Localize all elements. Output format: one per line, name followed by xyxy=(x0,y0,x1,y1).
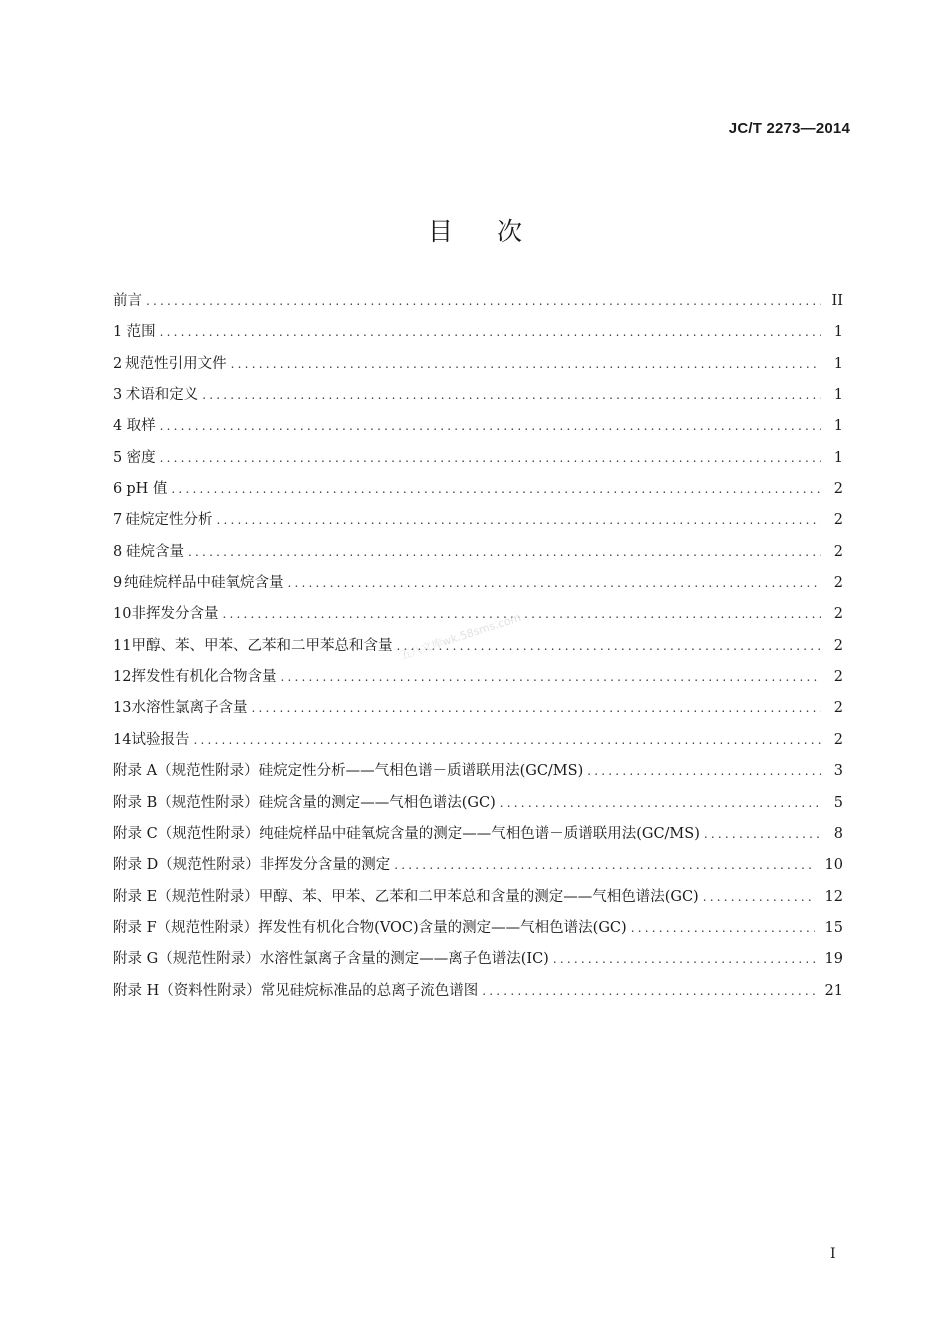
toc-entry-label: 硅烷定性分析 xyxy=(125,512,213,529)
toc-entry-page: 10 xyxy=(824,857,843,874)
toc-entry-clause[interactable] xyxy=(113,477,843,508)
toc-entry-label: 范围 xyxy=(126,324,156,341)
page-title xyxy=(0,212,950,248)
toc-entry-page: 2 xyxy=(833,731,843,748)
toc-entry-label: 硅烷含量的测定——气相色谱法(GC) xyxy=(258,794,496,811)
annex-type: （规范性附录） xyxy=(158,951,260,968)
toc-entry-label: 水溶性氯离子含量 xyxy=(131,700,248,717)
toc-entry-label: 前言 xyxy=(113,293,142,309)
annex-type: （规范性附录） xyxy=(156,919,259,936)
toc-entry-page: 2 xyxy=(833,700,843,717)
toc-entry-page: 3 xyxy=(833,763,843,780)
annex-type: （规范性附录） xyxy=(157,763,259,780)
watermark: 五八文库wk.58sms.com xyxy=(398,610,523,663)
toc-entry-clause[interactable] xyxy=(113,540,843,571)
toc-entry-clause[interactable] xyxy=(113,446,843,477)
toc-entry-page: 2 xyxy=(833,543,843,560)
toc-entry-label: 硅烷定性分析——气相色谱－质谱联用法(GC/MS) xyxy=(258,763,584,780)
leader-dots xyxy=(631,921,815,935)
toc-entry-label: 规范性引用文件 xyxy=(125,355,227,372)
annex-type: （规范性附录） xyxy=(158,857,260,874)
toc-entry-label: 甲醇、苯、甲苯、乙苯和二甲苯总和含量 xyxy=(131,637,393,654)
toc-entry-page: 1 xyxy=(833,418,843,435)
toc-entry-page: 19 xyxy=(824,951,843,968)
toc-entry-page: 1 xyxy=(833,355,843,372)
title-char-2: 次 xyxy=(497,217,523,246)
leader-dots xyxy=(704,827,821,841)
toc-entry-label: 非挥发分含量 xyxy=(131,606,219,623)
toc-entry-label: 术语和定义 xyxy=(125,387,199,404)
toc-entry-annex[interactable] xyxy=(113,853,843,884)
leader-dots xyxy=(216,513,821,527)
annex-type: （规范性附录） xyxy=(157,888,259,905)
toc-entry-label: 挥发性有机化合物含量 xyxy=(131,669,277,686)
leader-dots xyxy=(287,576,821,590)
toc-entry-page: 1 xyxy=(833,324,843,341)
standard-number: JC/T 2273—2014 xyxy=(728,120,850,137)
toc-entry-annex[interactable] xyxy=(113,759,843,790)
toc-entry-page: 2 xyxy=(833,606,843,623)
toc-entry-label: 纯硅烷样品中硅氧烷含量 xyxy=(123,575,284,592)
toc-entry-number: 1 xyxy=(113,324,123,341)
toc-entry-number: 5 xyxy=(113,449,123,466)
annex-id: 附录 F xyxy=(113,919,157,936)
toc-entry-page: 8 xyxy=(833,825,843,842)
annex-id: 附录 D xyxy=(113,857,159,874)
toc-entry-number: 2 xyxy=(113,355,123,372)
leader-dots xyxy=(553,952,815,966)
leader-dots xyxy=(146,294,821,308)
annex-id: 附录 H xyxy=(113,982,160,999)
leader-dots xyxy=(280,670,821,684)
toc-entry-clause[interactable] xyxy=(113,665,843,696)
leader-dots xyxy=(222,607,821,621)
annex-type: （规范性附录） xyxy=(157,794,259,811)
toc-entry-page: 2 xyxy=(833,512,843,529)
toc-entry-clause[interactable] xyxy=(113,571,843,602)
leader-dots xyxy=(231,357,821,371)
toc-entry-number: 13 xyxy=(113,700,132,717)
leader-dots xyxy=(482,984,814,998)
toc-entry-number: 4 xyxy=(113,418,123,435)
toc-entry-page: 2 xyxy=(833,669,843,686)
toc-entry-annex[interactable] xyxy=(113,791,843,822)
annex-id: 附录 E xyxy=(113,888,158,905)
toc-entry-foreword[interactable] xyxy=(113,289,843,320)
toc-entry-label: 硅烷含量 xyxy=(126,543,185,560)
toc-entry-page: 2 xyxy=(833,575,843,592)
toc-entry-label: 水溶性氯离子含量的测定——离子色谱法(IC) xyxy=(259,951,549,968)
annex-id: 附录 A xyxy=(113,763,158,780)
title-char-1: 目 xyxy=(427,217,453,246)
toc-entry-annex[interactable] xyxy=(113,979,843,1010)
toc-entry-clause[interactable] xyxy=(113,320,843,351)
leader-dots xyxy=(500,796,821,810)
page-folio: I xyxy=(830,1246,836,1262)
toc-entry-page: 5 xyxy=(833,794,843,811)
toc-entry-page: 21 xyxy=(824,982,843,999)
toc-entry-page: 2 xyxy=(833,637,843,654)
leader-dots xyxy=(703,890,815,904)
toc-entry-annex[interactable] xyxy=(113,916,843,947)
toc-entry-clause[interactable] xyxy=(113,508,843,539)
table-of-contents xyxy=(113,289,843,1010)
leader-dots xyxy=(160,325,821,339)
toc-entry-label: 纯硅烷样品中硅氧烷含量的测定——气相色谱－质谱联用法(GC/MS) xyxy=(259,825,700,842)
toc-entry-annex[interactable] xyxy=(113,822,843,853)
toc-entry-clause[interactable] xyxy=(113,414,843,445)
toc-entry-label: 常见硅烷标准品的总离子流色谱图 xyxy=(260,982,479,999)
toc-entry-page: 15 xyxy=(824,919,843,936)
toc-entry-clause[interactable] xyxy=(113,352,843,383)
annex-type: （资料性附录） xyxy=(159,982,261,999)
toc-entry-number: 8 xyxy=(113,543,123,560)
toc-entry-page: 1 xyxy=(833,449,843,466)
toc-entry-number: 11 xyxy=(113,637,132,654)
toc-entry-clause[interactable] xyxy=(113,383,843,414)
toc-entry-annex[interactable] xyxy=(113,885,843,916)
toc-entry-number: 10 xyxy=(113,606,132,623)
toc-entry-clause[interactable] xyxy=(113,696,843,727)
toc-entry-label: pH 值 xyxy=(126,481,168,498)
leader-dots xyxy=(160,451,821,465)
annex-id: 附录 G xyxy=(113,951,159,968)
toc-entry-label: 非挥发分含量的测定 xyxy=(259,857,391,874)
toc-entry-number: 9 xyxy=(113,575,123,592)
leader-dots xyxy=(587,764,821,778)
toc-entry-page: 1 xyxy=(833,387,843,404)
toc-entry-number: 6 xyxy=(113,481,123,498)
annex-id: 附录 B xyxy=(113,794,158,811)
toc-entry-annex[interactable] xyxy=(113,947,843,978)
toc-entry-number: 12 xyxy=(113,669,132,686)
leader-dots xyxy=(193,733,821,747)
leader-dots xyxy=(188,545,821,559)
annex-id: 附录 C xyxy=(113,825,158,842)
toc-entry-label: 试验报告 xyxy=(131,731,190,748)
toc-entry-label: 密度 xyxy=(126,449,156,466)
toc-entry-number: 7 xyxy=(113,512,123,529)
toc-entry-label: 挥发性有机化合物(VOC)含量的测定——气相色谱法(GC) xyxy=(258,919,627,936)
toc-entry-label: 取样 xyxy=(126,418,156,435)
annex-type: （规范性附录） xyxy=(157,825,260,842)
toc-entry-number: 3 xyxy=(113,387,123,404)
leader-dots xyxy=(202,388,821,402)
leader-dots xyxy=(171,482,821,496)
toc-entry-clause[interactable] xyxy=(113,728,843,759)
leader-dots xyxy=(251,701,821,715)
toc-entry-page: 12 xyxy=(824,888,843,905)
leader-dots xyxy=(394,858,814,872)
toc-entry-label: 甲醇、苯、甲苯、乙苯和二甲苯总和含量的测定——气相色谱法(GC) xyxy=(258,888,699,905)
toc-entry-number: 14 xyxy=(113,731,132,748)
toc-entry-page: II xyxy=(831,293,843,309)
toc-entry-page: 2 xyxy=(833,481,843,498)
leader-dots xyxy=(160,419,821,433)
